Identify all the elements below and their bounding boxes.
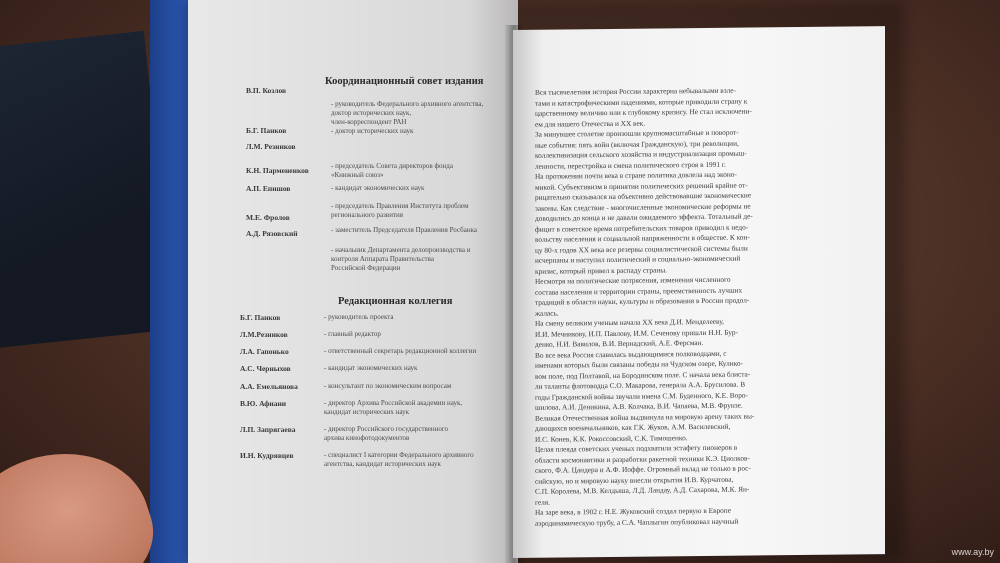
member-name: Л.М. Резников: [246, 142, 296, 151]
coordination-title: Координационный совет издания: [325, 76, 484, 87]
text-line: цу 80-х годов XX века все резервы социалистической системы были: [535, 243, 748, 255]
member-name: А.Д. Рязовский: [246, 229, 298, 238]
member-name: А.С. Черныхов: [240, 364, 291, 373]
text-line: дающихся военачальников, как Г.К. Жуков, А.М. Василевский,: [535, 421, 731, 433]
text-line: области космонавтики и разработки ракетной техники К.Э. Циолков-: [535, 453, 750, 465]
text-line: аэродинамическую трубу, а С.А. Чаплыгин опубликовал научный: [535, 516, 739, 528]
text-line: Великая Отечественная война выдвинула на мировую арену таких вы-: [535, 410, 755, 423]
text-line: коллективизация сельского хозяйства и индустриализация промыш-: [535, 148, 747, 160]
text-line: сийскую, но и мировую науку внесли открытия И.В. Курчатова,: [535, 474, 734, 486]
member-name: В.П. Козлов: [246, 86, 287, 95]
left-page: [188, 0, 518, 563]
text-line: годы Гражданской войны звучали имена С.М. Буденного, К.Е. Воро-: [535, 390, 748, 402]
member-name: Б.Г. Панков: [246, 126, 287, 135]
member-desc: - директор Российского государственного архива кинофотодокументов: [324, 425, 449, 442]
member-desc: - руководитель Федерального архивного агентства, доктор исторических наук, член-корреспондент РАН: [331, 100, 484, 126]
text-line: И.С. Конев, К.К. Рокоссовский, С.К. Тимошенко.: [535, 432, 688, 444]
text-line: ли таланты флотоводца С.О. Макарова, генерала А.А. Брусилова. В: [535, 379, 746, 391]
member-desc: - ответственный секретарь редакционной коллегии: [324, 347, 477, 355]
text-line: Вся тысячелетняя история России характерна небывалыми взле-: [535, 85, 736, 97]
member-name: А.А. Емельянова: [240, 382, 298, 391]
text-line: геля.: [535, 497, 550, 507]
text-line: Во все века Россия славилась выдающимися полководцами, с: [535, 348, 727, 360]
text-line: С.П. Королева, М.В. Келдыша, Л.Д. Ландау, А.Д. Сахарова, М.К. Ян-: [535, 484, 750, 496]
right-page: [513, 26, 885, 558]
text-line: На протяжении почти века в стране политика довлела над эконо-: [535, 169, 737, 181]
member-desc: - начальник Департамента делопроизводства и контроля Аппарата Правительства Российской Федерации: [331, 246, 471, 272]
text-line: ленности, перестройка и смена политического строя в 1991 г.: [535, 159, 726, 171]
watermark: www.ay.by: [951, 547, 994, 557]
text-line: вом поле, под Полтавой, на Бородинском поле. С начала века блиста-: [535, 369, 751, 381]
dark-sleeve: [0, 31, 175, 349]
member-desc: - консультант по экономическим вопросам: [324, 382, 452, 390]
member-name: Л.М.Резников: [240, 330, 288, 339]
member-name: А.П. Епишов: [246, 184, 291, 193]
member-desc: - специалист I категории Федерального архивного агентства, кандидат исторических наук: [324, 451, 474, 468]
text-line: жалась.: [535, 308, 559, 318]
text-line: именами которых были связаны победы на Чудском озере, Кулико-: [535, 358, 743, 370]
member-desc: - директор Архива Российской академии наук, кандидат исторических наук: [324, 399, 463, 416]
text-line: исчерпаны и наступил политический и социально-экономический: [535, 253, 741, 265]
text-line: вольству населения и социальной напряженности в обществе. К кон-: [535, 232, 750, 244]
member-desc: - доктор исторических наук: [331, 127, 414, 135]
text-line: доводились до конца и не давали ожидаемого эффекта. Тотальный де-: [535, 211, 753, 223]
text-line: кризис, который привел к распаду страны.: [535, 264, 667, 276]
text-line: состава населения и территории страны, преемственность лучших: [535, 285, 743, 297]
text-line: фицит в советское время потребительских товаров приводил к недо-: [535, 222, 749, 234]
text-line: законы. Как следствие - многочисленные экономические реформы не: [535, 201, 751, 213]
text-line: денко, Н.И. Вавилов, В.И. Вернадский, А.Е. Ферсман.: [535, 338, 704, 349]
text-line: традиций в области науки, культуры и образования в России продол-: [535, 295, 750, 307]
text-line: ем для нашего Отечества и XX век.: [535, 118, 646, 129]
member-name: Б.Г. Панков: [240, 313, 281, 322]
member-name: Л.А. Гапонько: [240, 347, 289, 356]
member-desc: - кандидат экономических наук: [331, 184, 425, 192]
text-line: микой. Субъективизм в принятии политических решений крайне от-: [535, 180, 748, 192]
text-line: На смену великим ученым начала XX века Д.И. Менделееву,: [535, 316, 724, 328]
member-desc: - главный редактор: [324, 330, 381, 338]
member-name: М.Е. Фролов: [246, 213, 290, 222]
hand: [0, 429, 169, 563]
text-line: шилова, А.И. Деникина, А.В. Колчака, В.И. Чапаева, М.В. Фрунзе.: [535, 400, 743, 412]
text-line: На заре века, в 1902 г. Н.Е. Жуковский создал первую в Европе: [535, 505, 731, 517]
member-name: Л.П. Запрягаева: [240, 425, 296, 434]
text-line: Несмотря на политические потрясения, изменения численного: [535, 274, 731, 286]
text-line: ского, Ф.А. Цандера и А.Ф. Иоффе. Огромный вклад не только в рос-: [535, 463, 751, 475]
member-name: В.Ю. Афиани: [240, 399, 287, 408]
member-desc: - кандидат экономических наук: [324, 364, 418, 372]
text-line: ные события: пять войн (включая Гражданскую), три революции,: [535, 138, 739, 150]
member-desc: - председатель Совета директоров фонда «Книжный союз»: [331, 162, 453, 179]
member-desc: - руководитель проекта: [324, 313, 394, 321]
member-desc: - председатель Правления Института проблем регионального развития: [331, 202, 469, 219]
text-line: рицательно сказывался на объективно действовавшие экономические: [535, 190, 752, 202]
text-line: тами и катастрофическими падениями, которые приводили страну к: [535, 96, 748, 108]
text-line: Целая плеяда советских ученых подхватила эстафету пионеров в: [535, 442, 738, 454]
text-line: И.И. Мечникову, И.П. Павлову, И.М. Сеченову пришли Н.Н. Бур-: [535, 327, 739, 339]
text-line: За минувшее столетие произошли крупномасштабные и поворот-: [535, 127, 739, 139]
text-line: царственному величию или к глубокому кризису. Не стал исключени-: [535, 106, 752, 118]
member-name: К.Н. Пармененков: [246, 166, 309, 175]
editorial-title: Редакционная коллегия: [338, 296, 453, 307]
member-desc: - заместитель Председателя Правления Росбанка: [331, 226, 477, 234]
member-name: И.Н. Кудрявцев: [240, 451, 294, 460]
